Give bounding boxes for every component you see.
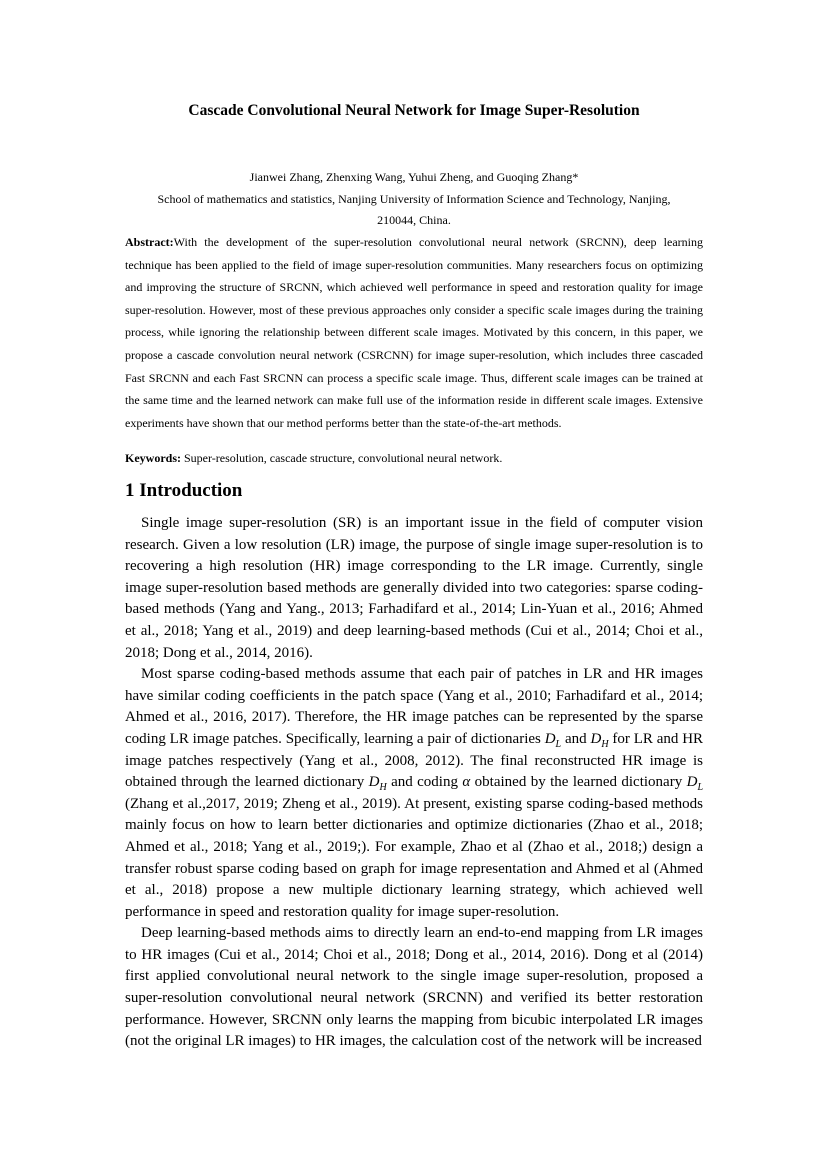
paragraph-2: Most sparse coding-based methods assume that each pair of patches in LR and HR images have similar coding coefficients in the patch space (Yang et al., 2010; Farhadifard et al., 2014; Ahmed et al., 2016, 2017). Therefore, the HR image patches can be represented by the sparse coding LR image patches. Specifically, learning a pair of dictionaries $D_L$ and $D_H$ for LR and HR image patches respectively (Yang et al., 2008, 2012). The final reconstructed HR image is obtained through the learned dictionary $D_H$ and coding α obtained by the learned dictionary $D_L$ (Zhang et al.,2017, 2019; Zheng et al., 2019). At present, existing sparse coding-based methods mainly focus on how to learn better dictionaries and optimize dictionaries (Zhao et al., 2018; Ahmed et al., 2018; Yang et al., 2019;). For example, Zhao et al (Zhao et al., 2018;) design a transfer robust sparse coding based on graph for image representation and Ahmed et al (Ahmed et al., 2018) propose a new multiple dictionary learning strategy, which achieved well performance in speed and restoration quality for image super-resolution. <box>125 666 704 920</box>
affiliation-line-2: 210044, China. <box>377 213 451 227</box>
paragraph-2-text: Most sparse coding-based methods assume that each pair of patches in LR and HR images have similar coding coefficients in the patch space (Yang et al., 2010; Farhadifard et al., 2014; Ahmed et al., 2016, 2017). Therefore, the HR image patches can be represented by the sparse coding LR image patches. Specifically, learning a pair of dictionaries <box>125 666 703 747</box>
abstract <box>125 231 703 434</box>
math-d-h: $D_H$ <box>590 730 609 750</box>
affiliation-line-1: School of mathematics and statistics, Nanjing University of Information Science and Technology, Nanjing, <box>157 192 671 206</box>
section-heading-introduction: 1 Introduction <box>125 480 243 501</box>
keywords-label: Keywords: <box>125 451 181 465</box>
math-d-l: $D_L$ <box>544 730 562 750</box>
math-alpha: α <box>462 774 471 791</box>
author-list: Jianwei Zhang, Zhenxing Wang, Yuhui Zheng, and Guoqing Zhang* <box>249 170 579 184</box>
math-d-l: $D_L$ <box>686 774 704 794</box>
keywords <box>125 447 703 469</box>
paragraph-3: Deep learning-based methods aims to directly learn an end-to-end mapping from LR images to HR images (Cui et al., 2014; Choi et al., 2018; Dong et al., 2014, 2016). Dong et al (2014) first applied convolutional neural network to the single image super-resolution, proposed a super-resolution convolutional neural network (SRCNN) and verified its better restoration performance. However, SRCNN only learns the mapping from bicubic interpolated LR images (not the original LR images) to HR images, the calculation cost of the network will be increased <box>125 925 703 1050</box>
keywords-text: Super-resolution, cascade structure, convolutional neural network. <box>184 451 503 465</box>
abstract-label: Abstract: <box>125 235 174 249</box>
paper-title: Cascade Convolutional Neural Network for Image Super-Resolution <box>188 102 640 119</box>
paragraph-1: Single image super-resolution (SR) is an important issue in the field of computer vision research. Given a low resolution (LR) image, the purpose of single image super-resolution is to recovering a high resolution (HR) image corresponding to the LR image. Currently, single image super-resolution based methods are generally divided into two categories: sparse coding-based methods (Yang and Yang., 2013; Farhadifard et al., 2014; Lin-Yuan et al., 2016; Ahmed et al., 2018; Yang et al., 2019) and deep learning-based methods (Cui et al., 2014; Choi et al., 2018; Dong et al., 2014, 2016). <box>125 515 703 661</box>
introduction-body <box>125 513 703 1053</box>
abstract-text: With the development of the super-resolution convolutional neural network (SRCNN), deep learning technique has been applied to the field of image super-resolution communities. Many researchers focus on optimizing and improving the structure of SRCNN, which achieved well performance in speed and restoration quality for image super-resolution. However, most of these previous approaches only consider a specific scale images during the training process, while ignoring the relationship between different scale images. Motivated by this concern, in this paper, we propose a cascade convolution neural network (CSRCNN) for image super-resolution, which includes three cascaded Fast SRCNN and each Fast SRCNN can process a specific scale image. Thus, different scale images can be trained at the same time and the learned network can make full use of the information reside in different scale images. Extensive experiments have shown that our method performs better than the state-of-the-art methods. <box>125 235 703 430</box>
math-d-h: $D_H$ <box>368 774 387 794</box>
